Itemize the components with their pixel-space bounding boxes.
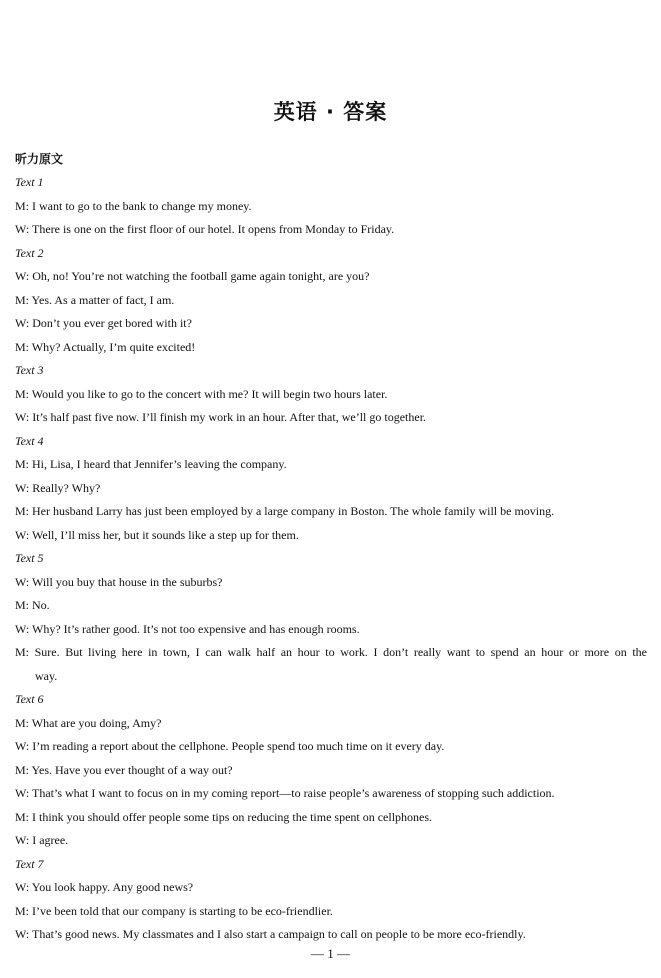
section-heading: 听力原文 — [15, 152, 64, 166]
dialogue-line: M: Would you like to go to the concert with me? It will begin two hours later. — [15, 386, 388, 401]
dialogue-line: W: Don’t you ever get bored with it? — [15, 316, 192, 330]
dialogue-line: M: I’ve been told that our company is starting to be eco-friendlier. — [15, 903, 333, 918]
dialogue-line: W: Oh, no! You’re not watching the football game again tonight, are you? — [15, 269, 370, 283]
transcript-lines — [15, 171, 647, 947]
dialogue-line: M: Why? Actually, I’m quite excited! — [15, 339, 196, 354]
dialogue-line: W: You look happy. Any good news? — [15, 880, 194, 894]
dialogue-line: M: I think you should offer people some tips on reducing the time spent on cellphones. — [15, 809, 433, 824]
dialogue-line: M: What are you doing, Amy? — [15, 715, 162, 730]
text-label: Text 2 — [15, 245, 44, 260]
page-title: 英语 · 答案 — [273, 100, 388, 124]
dialogue-line: M: Her husband Larry has just been employed by a large company in Boston. The whole family will be moving. — [15, 504, 555, 518]
text-label: Text 3 — [15, 363, 44, 377]
dialogue-line: M: Yes. Have you ever thought of a way out? — [15, 762, 233, 777]
dialogue-line: W: Really? Why? — [15, 480, 101, 495]
dialogue-line: W: Will you buy that house in the suburbs? — [15, 574, 223, 589]
dialogue-line: W: Well, I’ll miss her, but it sounds like a step up for them. — [15, 527, 299, 542]
dialogue-line: W: That’s what I want to focus on in my coming report—to raise people’s awareness of stopping such addiction. — [15, 786, 555, 800]
dialogue-line: W: Why? It’s rather good. It’s not too expensive and has enough rooms. — [15, 621, 360, 636]
dialogue-line: M: Sure. But living here in town, I can walk half an hour to work. I don’t really want to spend an hour or more on the — [15, 645, 647, 659]
dialogue-line-continuation: way. — [35, 668, 58, 683]
dialogue-line: M: Hi, Lisa, I heard that Jennifer’s leaving the company. — [15, 457, 287, 471]
dialogue-line: W: I agree. — [15, 833, 69, 847]
text-label: Text 6 — [15, 692, 44, 706]
dialogue-line: M: Yes. As a matter of fact, I am. — [15, 292, 175, 307]
page-number: — 1 — — [311, 946, 350, 961]
text-label: Text 1 — [15, 175, 44, 189]
dialogue-line: M: No. — [15, 598, 50, 612]
dialogue-line: W: It’s half past five now. I’ll finish my work in an hour. After that, we’ll go together. — [15, 410, 427, 424]
text-label: Text 4 — [15, 433, 44, 448]
dialogue-line: W: I’m reading a report about the cellphone. People spend too much time on it every day. — [15, 739, 445, 753]
dialogue-line: W: There is one on the first floor of our hotel. It opens from Monday to Friday. — [15, 222, 395, 236]
text-label: Text 5 — [15, 551, 44, 565]
dialogue-line: M: I want to go to the bank to change my money. — [15, 198, 252, 213]
text-label: Text 7 — [15, 856, 44, 871]
dialogue-line: W: That’s good news. My classmates and I also start a campaign to call on people to be more eco-friendly. — [15, 927, 526, 941]
